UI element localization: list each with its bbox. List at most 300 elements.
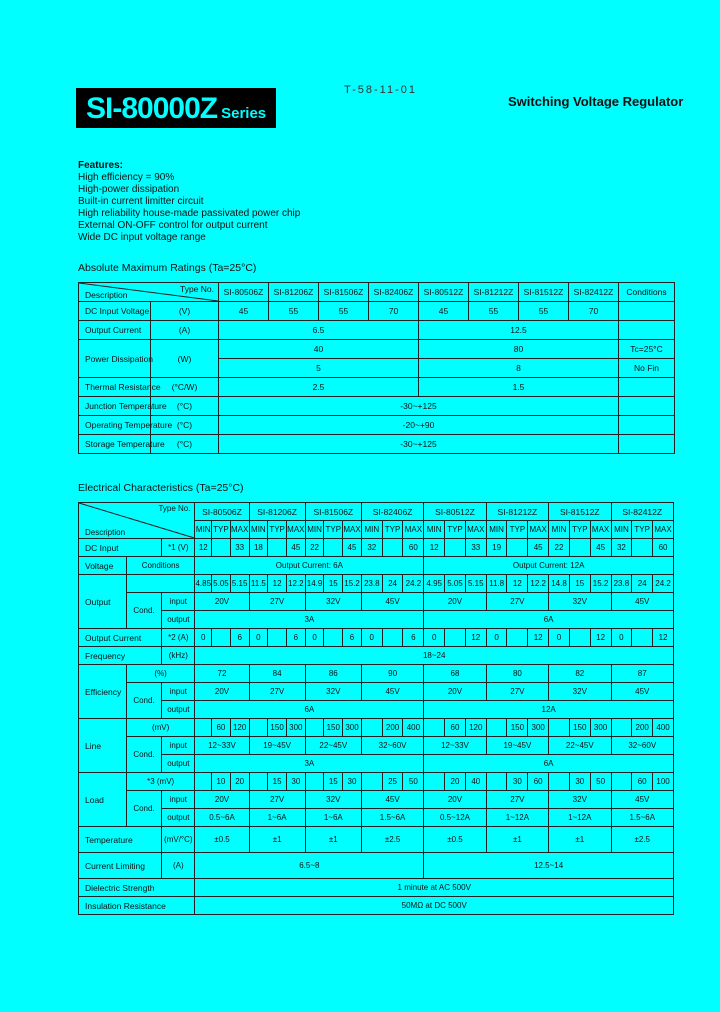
- cell: 6: [286, 629, 305, 647]
- cell: 84: [249, 665, 305, 683]
- output-label: output: [162, 611, 195, 629]
- cell: [382, 629, 403, 647]
- model-header: SI-82406Z: [369, 283, 419, 302]
- cell: 12: [195, 539, 212, 557]
- cell: [569, 629, 590, 647]
- cell: 5.15: [465, 575, 486, 593]
- cell: [126, 575, 195, 593]
- mtm-header: TYP: [324, 521, 343, 539]
- cell: 150: [569, 719, 590, 737]
- cell: 3A: [195, 611, 424, 629]
- input-label: input: [162, 737, 195, 755]
- cell: 27V: [249, 791, 305, 809]
- cell: 3A: [195, 755, 424, 773]
- cell: 11.8: [486, 575, 507, 593]
- cell: 40: [219, 340, 419, 359]
- cell: 300: [528, 719, 549, 737]
- cell: 27V: [486, 593, 548, 611]
- cell: 45V: [361, 593, 423, 611]
- cell: 45V: [611, 593, 674, 611]
- cell: 0: [486, 629, 507, 647]
- cell: -30~+125: [219, 435, 619, 454]
- cell: 5.05: [212, 575, 231, 593]
- model-header: SI-81206Z: [249, 503, 305, 521]
- cell: [445, 629, 466, 647]
- row-label: Thermal Resistance: [79, 378, 151, 397]
- model-header: SI-81212Z: [469, 283, 519, 302]
- cell: 30: [343, 773, 362, 791]
- model-header: SI-82406Z: [361, 503, 423, 521]
- cell: Output Current: 12A: [424, 557, 674, 575]
- row-unit: (%): [126, 665, 195, 683]
- cell: 20V: [424, 791, 486, 809]
- mtm-header: MIN: [249, 521, 268, 539]
- feature-item: High efficiency = 90%: [78, 172, 175, 183]
- cell: 14.8: [549, 575, 570, 593]
- cell: [611, 719, 632, 737]
- description-label: Description: [85, 290, 128, 300]
- row-unit: (A): [162, 853, 195, 879]
- row-unit: (°C): [151, 397, 219, 416]
- cell: 12: [465, 629, 486, 647]
- cell: 18~24: [195, 647, 674, 665]
- cell: ±1: [486, 827, 548, 853]
- cell: Tc=25°C: [619, 340, 675, 359]
- cell: 12: [268, 575, 287, 593]
- cell: 4.95: [424, 575, 445, 593]
- cell: 6A: [195, 701, 424, 719]
- feature-item: High reliability house-made passivated power chip: [78, 208, 301, 219]
- cell: 6.5: [219, 321, 419, 340]
- row-label: Temperature: [79, 827, 162, 853]
- cell: 80: [486, 665, 548, 683]
- cell: 0: [361, 629, 382, 647]
- cell: 18: [249, 539, 268, 557]
- cell: [195, 773, 212, 791]
- input-label: input: [162, 593, 195, 611]
- cell: [324, 539, 343, 557]
- cell: 20V: [424, 593, 486, 611]
- cell: 55: [319, 302, 369, 321]
- cell: 32~60V: [611, 737, 674, 755]
- row-label: Operating Temperature: [79, 416, 151, 435]
- row-unit: *3 (mV): [126, 773, 195, 791]
- page-subtitle: Switching Voltage Regulator: [508, 94, 684, 109]
- cell: ±0.5: [424, 827, 486, 853]
- mtm-header: MAX: [590, 521, 611, 539]
- series-title: SI-80000Z: [86, 92, 218, 125]
- type-no-label: Type No.: [179, 284, 214, 294]
- mtm-header: TYP: [268, 521, 287, 539]
- cell: 27V: [486, 683, 548, 701]
- cell: 0: [549, 629, 570, 647]
- cell: 33: [230, 539, 249, 557]
- cell: 8: [419, 359, 619, 378]
- cell: 90: [361, 665, 423, 683]
- row-unit: *2 (A): [162, 629, 195, 647]
- cell: 32V: [305, 791, 361, 809]
- cell: [549, 719, 570, 737]
- cell: [305, 719, 324, 737]
- cell: 20V: [195, 683, 249, 701]
- row-label: Frequency: [79, 647, 162, 665]
- mtm-header: MIN: [549, 521, 570, 539]
- cell: 0.5~12A: [424, 809, 486, 827]
- mtm-header: MAX: [653, 521, 674, 539]
- cell: 25: [382, 773, 403, 791]
- cell: 0: [611, 629, 632, 647]
- cell: 11.5: [249, 575, 268, 593]
- cell: 20V: [424, 683, 486, 701]
- cell: 120: [230, 719, 249, 737]
- cell: 19: [486, 539, 507, 557]
- ec-title: Electrical Characteristics (Ta=25°C): [78, 482, 244, 494]
- description-label: Description: [85, 528, 126, 537]
- cell: [507, 629, 528, 647]
- cell: 30: [569, 773, 590, 791]
- cell: 15: [268, 773, 287, 791]
- cell: -20~+90: [219, 416, 619, 435]
- cell: 24: [382, 575, 403, 593]
- cell: 22: [549, 539, 570, 557]
- cell: 6: [403, 629, 424, 647]
- cell: 86: [305, 665, 361, 683]
- model-header: SI-81506Z: [319, 283, 369, 302]
- cell: 12.5: [419, 321, 619, 340]
- cell: [632, 539, 653, 557]
- cell: [619, 397, 675, 416]
- cell: [249, 719, 268, 737]
- cell: 45: [343, 539, 362, 557]
- cell: 20: [445, 773, 466, 791]
- cell: 12.2: [286, 575, 305, 593]
- cell: [486, 773, 507, 791]
- cell: 27V: [486, 791, 548, 809]
- cell: ±1: [249, 827, 305, 853]
- row-label: Storage Temperature: [79, 435, 151, 454]
- cell: 15.2: [343, 575, 362, 593]
- cell: 150: [507, 719, 528, 737]
- cell: 4.85: [195, 575, 212, 593]
- output-label: output: [162, 809, 195, 827]
- cell: 200: [382, 719, 403, 737]
- cell: [212, 539, 231, 557]
- cell: [268, 629, 287, 647]
- mtm-header: MIN: [424, 521, 445, 539]
- input-label: input: [162, 683, 195, 701]
- cell: [305, 773, 324, 791]
- cell: 12: [528, 629, 549, 647]
- cell: 32V: [305, 683, 361, 701]
- cell: 33: [465, 539, 486, 557]
- cell: ±1: [305, 827, 361, 853]
- cell: 80: [419, 340, 619, 359]
- cell: 400: [403, 719, 424, 737]
- mtm-header: MAX: [528, 521, 549, 539]
- cell: 12~33V: [195, 737, 249, 755]
- feature-item: High-power dissipation: [78, 184, 180, 195]
- cell: 50: [590, 773, 611, 791]
- feature-item: External ON-OFF control for output current: [78, 220, 268, 231]
- model-header: SI-80506Z: [195, 503, 249, 521]
- cell: 0: [249, 629, 268, 647]
- cell: 6.5~8: [195, 853, 424, 879]
- cell: ±2.5: [611, 827, 674, 853]
- cell: 24.2: [403, 575, 424, 593]
- amr-title: Absolute Maximum Ratings (Ta=25°C): [78, 262, 257, 274]
- mtm-header: MIN: [361, 521, 382, 539]
- cell: 6: [230, 629, 249, 647]
- cell: 300: [343, 719, 362, 737]
- cell: No Fin: [619, 359, 675, 378]
- mtm-header: MIN: [611, 521, 632, 539]
- cell: 45: [419, 302, 469, 321]
- cond-label: Cond.: [126, 593, 161, 629]
- cell: 23.8: [361, 575, 382, 593]
- row-label: Line: [79, 719, 127, 773]
- row-label: Junction Temperature: [79, 397, 151, 416]
- absolute-max-ratings-table: [78, 282, 675, 454]
- cell: 20V: [195, 593, 249, 611]
- cell: 12~33V: [424, 737, 486, 755]
- row-label: Output Current: [79, 629, 162, 647]
- cell: 0.5~6A: [195, 809, 249, 827]
- cell: 45V: [611, 683, 674, 701]
- cell: 32: [361, 539, 382, 557]
- cell: 40: [465, 773, 486, 791]
- feature-item: Built-in current limitter circuit: [78, 196, 204, 207]
- type-no-label: Type No.: [158, 504, 191, 513]
- cell: [611, 773, 632, 791]
- row-label: Dielectric Strength: [79, 879, 195, 897]
- cell: 45V: [611, 791, 674, 809]
- cell: 12: [507, 575, 528, 593]
- cell: 45: [590, 539, 611, 557]
- row-unit: (mV): [126, 719, 195, 737]
- cell: 10: [212, 773, 231, 791]
- cell: 70: [569, 302, 619, 321]
- cell: 1~12A: [486, 809, 548, 827]
- cell: 400: [653, 719, 674, 737]
- model-header: SI-82412Z: [611, 503, 674, 521]
- cell: 50: [403, 773, 424, 791]
- cell: 22~45V: [549, 737, 611, 755]
- cell: -30~+125: [219, 397, 619, 416]
- conditions-header: Conditions: [619, 283, 675, 302]
- row-unit: (°C): [151, 416, 219, 435]
- cell: 1~6A: [249, 809, 305, 827]
- row-label: DC Input: [79, 539, 162, 557]
- row-label: Load: [79, 773, 127, 827]
- cell: 12: [590, 629, 611, 647]
- mtm-header: TYP: [212, 521, 231, 539]
- cell: 5.15: [230, 575, 249, 593]
- output-label: output: [162, 755, 195, 773]
- cell: 6A: [424, 755, 674, 773]
- cell: 68: [424, 665, 486, 683]
- cell: 24.2: [653, 575, 674, 593]
- model-header: SI-80512Z: [419, 283, 469, 302]
- cell: 12A: [424, 701, 674, 719]
- cell: [361, 719, 382, 737]
- cell: 45: [219, 302, 269, 321]
- mtm-header: MAX: [465, 521, 486, 539]
- cell: 20: [230, 773, 249, 791]
- cell: Output Current: 6A: [195, 557, 424, 575]
- row-label: Current Limiting: [79, 853, 162, 879]
- row-unit: (W): [151, 340, 219, 378]
- cell: 1~6A: [305, 809, 361, 827]
- row-label: Output: [79, 575, 127, 629]
- output-label: output: [162, 701, 195, 719]
- cell: 70: [369, 302, 419, 321]
- row-label: DC Input Voltage: [79, 302, 151, 321]
- cell: 60: [653, 539, 674, 557]
- mtm-header: MAX: [230, 521, 249, 539]
- cell: 300: [590, 719, 611, 737]
- cell: [486, 719, 507, 737]
- cond-label: Cond.: [126, 683, 161, 719]
- cond-label: Cond.: [126, 737, 161, 773]
- cell: [195, 719, 212, 737]
- cell: 45V: [361, 683, 423, 701]
- cell: 32~60V: [361, 737, 423, 755]
- cell: [619, 378, 675, 397]
- row-unit: (°C): [151, 435, 219, 454]
- cell: [424, 773, 445, 791]
- cell: 60: [403, 539, 424, 557]
- cell: 32V: [549, 791, 611, 809]
- mtm-header: TYP: [445, 521, 466, 539]
- mtm-header: MAX: [403, 521, 424, 539]
- mtm-header: MIN: [486, 521, 507, 539]
- cell: 14.9: [305, 575, 324, 593]
- row-unit: (kHz): [162, 647, 195, 665]
- cell: ±1: [549, 827, 611, 853]
- cell: 15: [569, 575, 590, 593]
- row-label: Efficiency: [79, 665, 127, 719]
- cell: 32V: [549, 593, 611, 611]
- amr-corner: [79, 283, 219, 302]
- cell: [619, 435, 675, 454]
- cell: 150: [268, 719, 287, 737]
- mtm-header: TYP: [569, 521, 590, 539]
- cell: 60: [212, 719, 231, 737]
- cell: 19~45V: [249, 737, 305, 755]
- mtm-header: TYP: [382, 521, 403, 539]
- mtm-header: TYP: [507, 521, 528, 539]
- series-label: Series: [221, 105, 267, 122]
- cell: [619, 321, 675, 340]
- cell: 22: [305, 539, 324, 557]
- model-header: SI-81212Z: [486, 503, 548, 521]
- cell: 45V: [361, 791, 423, 809]
- row-unit: Conditions: [126, 557, 195, 575]
- cell: 15: [324, 575, 343, 593]
- row-label: Power Dissipation: [79, 340, 151, 378]
- date-stamp: T-58-11-01: [344, 84, 417, 96]
- cell: 1~12A: [549, 809, 611, 827]
- cond-label: Cond.: [126, 791, 161, 827]
- cell: [212, 629, 231, 647]
- cell: 6A: [424, 611, 674, 629]
- cell: 6: [343, 629, 362, 647]
- cell: 27V: [249, 593, 305, 611]
- mtm-header: MIN: [195, 521, 212, 539]
- cell: 200: [632, 719, 653, 737]
- cell: [445, 539, 466, 557]
- model-header: SI-82412Z: [569, 283, 619, 302]
- cell: 82: [549, 665, 611, 683]
- cell: 45: [528, 539, 549, 557]
- cell: [249, 773, 268, 791]
- mtm-header: MAX: [286, 521, 305, 539]
- input-label: input: [162, 791, 195, 809]
- mtm-header: MIN: [305, 521, 324, 539]
- cell: 1.5: [419, 378, 619, 397]
- row-unit: (V): [151, 302, 219, 321]
- cell: 1.5~6A: [611, 809, 674, 827]
- cell: 32V: [305, 593, 361, 611]
- row-label: Insulation Resistance: [79, 897, 195, 915]
- model-header: SI-81512Z: [519, 283, 569, 302]
- cell: 0: [195, 629, 212, 647]
- cell: 0: [305, 629, 324, 647]
- cell: 60: [528, 773, 549, 791]
- row-unit: (°C/W): [151, 378, 219, 397]
- cell: 50MΩ at DC 500V: [195, 897, 674, 915]
- cell: 72: [195, 665, 249, 683]
- model-header: SI-80512Z: [424, 503, 486, 521]
- cell: 32: [611, 539, 632, 557]
- cell: 30: [507, 773, 528, 791]
- model-header: SI-81512Z: [549, 503, 611, 521]
- cell: [569, 539, 590, 557]
- cell: 12.5~14: [424, 853, 674, 879]
- cell: 150: [324, 719, 343, 737]
- cell: [268, 539, 287, 557]
- cell: 19~45V: [486, 737, 548, 755]
- cell: 5.05: [445, 575, 466, 593]
- cell: 60: [445, 719, 466, 737]
- cell: [324, 629, 343, 647]
- mtm-header: TYP: [632, 521, 653, 539]
- cell: 12: [424, 539, 445, 557]
- cell: 55: [269, 302, 319, 321]
- cell: 12: [653, 629, 674, 647]
- row-unit: (A): [151, 321, 219, 340]
- model-header: SI-81206Z: [269, 283, 319, 302]
- cell: 300: [286, 719, 305, 737]
- row-label: Output Current: [79, 321, 151, 340]
- cell: 15: [324, 773, 343, 791]
- cell: 1 minute at AC 500V: [195, 879, 674, 897]
- row-unit: *1 (V): [162, 539, 195, 557]
- cell: 5: [219, 359, 419, 378]
- cell: 60: [632, 773, 653, 791]
- electrical-characteristics-table: [78, 502, 674, 915]
- cell: 0: [424, 629, 445, 647]
- cell: 45: [286, 539, 305, 557]
- cell: [619, 416, 675, 435]
- model-header: SI-81506Z: [305, 503, 361, 521]
- cell: [361, 773, 382, 791]
- cell: 12.2: [528, 575, 549, 593]
- series-title-box: [76, 88, 276, 128]
- cell: [632, 629, 653, 647]
- cell: 1.5~6A: [361, 809, 423, 827]
- cell: 30: [286, 773, 305, 791]
